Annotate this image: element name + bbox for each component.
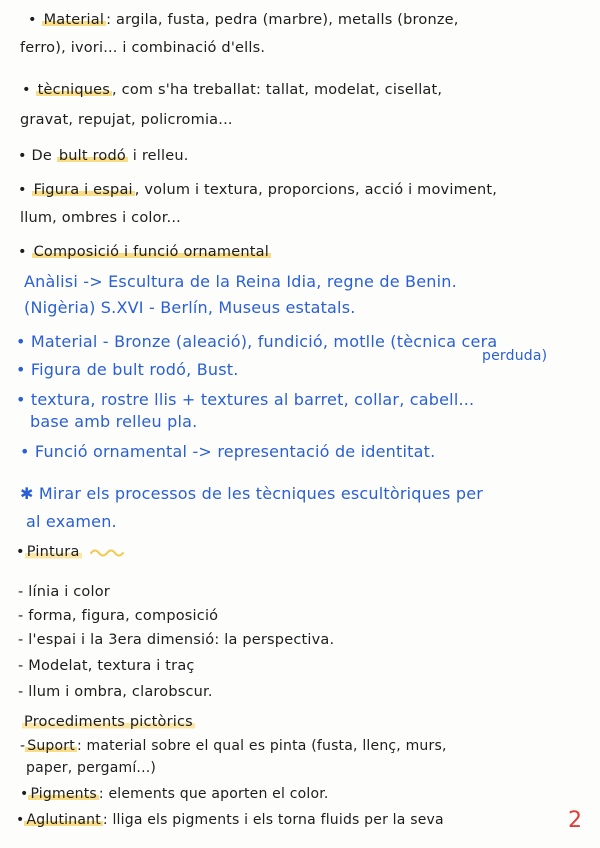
note-line: Anàlisi -> Escultura de la Reina Idia, regne de Benin. xyxy=(24,272,457,291)
highlighted-term: Figura i espai xyxy=(33,182,133,198)
note-line: - l'espai i la 3era dimensió: la perspectiva. xyxy=(18,632,335,648)
highlighted-term: Pintura xyxy=(26,544,80,560)
page-number: 2 xyxy=(568,808,582,833)
note-line: • Composició i funció ornamental xyxy=(18,244,269,260)
note-line: • Aglutinant : lliga els pigments i els torna fluids per la seva xyxy=(16,812,444,828)
note-line: • textura, rostre llis + textures al barret, collar, cabell... xyxy=(16,390,475,409)
note-line: paper, pergamí...) xyxy=(26,760,157,776)
note-line: - Modelat, textura i traç xyxy=(18,658,195,674)
note-line: • tècniques , com s'ha treballat: tallat, modelat, cisellat, xyxy=(22,82,443,98)
note-line: al examen. xyxy=(26,512,117,531)
note-line: - llum i ombra, clarobscur. xyxy=(18,684,213,700)
note-line: llum, ombres i color... xyxy=(20,210,181,226)
highlighted-term: bult rodó xyxy=(58,148,126,164)
note-line: ferro), ivori... i combinació d'ells. xyxy=(20,40,266,56)
squiggle-icon xyxy=(90,547,124,557)
note-line: • Figura de bult rodó, Bust. xyxy=(16,360,239,379)
highlighted-term: Material xyxy=(43,12,105,28)
note-line: perduda) xyxy=(482,348,548,364)
note-line: (Nigèria) S.XVI - Berlín, Museus estatals. xyxy=(24,298,356,317)
note-line: • Material - Bronze (aleació), fundició, motlle (tècnica cera xyxy=(16,332,498,351)
note-line: • De bult rodó i relleu. xyxy=(18,148,189,164)
highlighted-term: Suport xyxy=(27,738,75,754)
highlighted-term: Composició i funció ornamental xyxy=(33,244,269,260)
note-line: • Pigments : elements que aporten el color. xyxy=(20,786,329,802)
note-line: • Pintura xyxy=(16,544,124,560)
highlighted-term: Procediments pictòrics xyxy=(24,714,193,730)
note-line: - Suport : material sobre el qual es pinta (fusta, llenç, murs, xyxy=(20,738,447,754)
note-line: - línia i color xyxy=(18,584,110,600)
note-line: • Funció ornamental -> representació de identitat. xyxy=(20,442,436,461)
note-line: - forma, figura, composició xyxy=(18,608,219,624)
note-line: ✱ Mirar els processos de les tècniques escultòriques per xyxy=(20,484,484,503)
note-line: gravat, repujat, policromia... xyxy=(20,112,233,128)
highlighted-term: Aglutinant xyxy=(26,812,101,828)
note-line: base amb relleu pla. xyxy=(30,412,198,431)
highlighted-term: tècniques xyxy=(37,82,111,98)
highlighted-term: Pigments xyxy=(30,786,97,802)
note-line: • Material : argila, fusta, pedra (marbre), metalls (bronze, xyxy=(28,12,459,28)
note-line xyxy=(22,714,195,730)
note-line: • Figura i espai , volum i textura, proporcions, acció i moviment, xyxy=(18,182,498,198)
